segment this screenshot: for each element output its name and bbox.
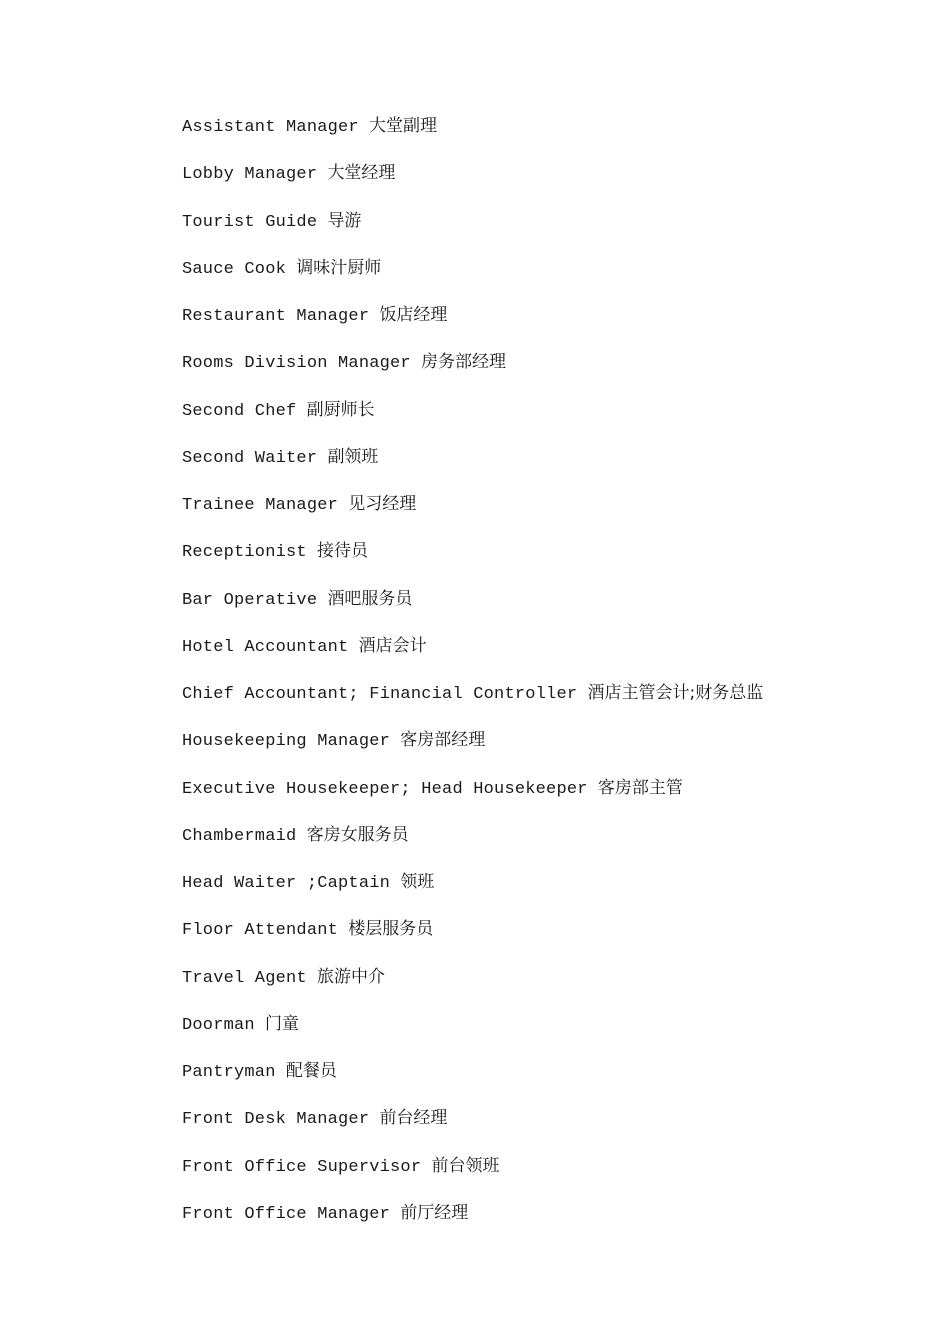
english-term: Bar Operative <box>182 590 318 610</box>
english-term: Chief Accountant; Financial Controller <box>182 685 578 704</box>
list-item <box>182 1152 922 1199</box>
english-term: Sauce Cook <box>182 259 287 279</box>
chinese-term: 房务部经理 <box>421 352 507 373</box>
chinese-term: 门童 <box>265 1013 300 1034</box>
english-term: Second Chef <box>182 401 297 421</box>
list-item <box>182 537 922 584</box>
english-term: Floor Attendant <box>182 921 339 941</box>
list-item <box>182 112 922 159</box>
chinese-term: 酒吧服务员 <box>327 588 413 609</box>
english-term: Front Office Supervisor <box>182 1157 422 1177</box>
english-term: Lobby Manager <box>182 165 318 185</box>
list-item <box>182 868 922 915</box>
english-term: Assistant Manager <box>182 118 359 137</box>
chinese-term: 客房部主管 <box>597 777 683 798</box>
english-term: Hotel Accountant <box>182 637 349 657</box>
chinese-term: 酒店会计 <box>358 635 427 656</box>
chinese-term: 饭店经理 <box>379 305 448 325</box>
list-item <box>182 679 922 726</box>
job-title-list <box>182 112 922 1246</box>
chinese-term: 大堂经理 <box>327 163 396 184</box>
list-item <box>182 726 922 773</box>
english-term: Executive Housekeeper; Head Housekeeper <box>182 779 588 799</box>
english-term: Rooms Division Manager <box>182 354 411 374</box>
list-item <box>182 159 922 206</box>
list-item <box>182 963 922 1010</box>
list-item <box>182 348 922 395</box>
chinese-term: 大堂副理 <box>369 116 438 136</box>
english-term: Doorman <box>182 1015 255 1035</box>
list-item <box>182 1057 922 1104</box>
chinese-term: 前厅经理 <box>400 1202 469 1223</box>
list-item <box>182 207 922 254</box>
chinese-term: 酒店主管会计;财务总监 <box>587 683 764 703</box>
chinese-term: 导游 <box>327 210 362 231</box>
chinese-term: 调味汁厨师 <box>296 257 382 278</box>
english-term: Receptionist <box>182 543 307 563</box>
chinese-term: 旅游中介 <box>317 966 386 987</box>
list-item <box>182 301 922 348</box>
english-term: Travel Agent <box>182 968 307 988</box>
english-term: Head Waiter ;Captain <box>182 874 391 893</box>
chinese-term: 前台领班 <box>431 1155 500 1176</box>
chinese-term: 客房部经理 <box>400 730 486 751</box>
chinese-term: 副领班 <box>327 446 379 467</box>
chinese-term: 接待员 <box>317 541 369 562</box>
list-item <box>182 774 922 821</box>
chinese-term: 楼层服务员 <box>348 919 434 940</box>
chinese-term: 领班 <box>400 872 435 892</box>
english-term: Housekeeping Manager <box>182 732 391 752</box>
chinese-term: 副厨师长 <box>306 399 375 420</box>
list-item <box>182 396 922 443</box>
english-term: Second Waiter <box>182 448 318 468</box>
list-item <box>182 821 922 868</box>
english-term: Front Office Manager <box>182 1204 391 1224</box>
english-term: Pantryman <box>182 1063 276 1082</box>
list-item <box>182 915 922 962</box>
list-item <box>182 632 922 679</box>
english-term: Chambermaid <box>182 826 297 846</box>
list-item <box>182 1010 922 1057</box>
english-term: Front Desk Manager <box>182 1110 370 1130</box>
english-term: Restaurant Manager <box>182 307 370 326</box>
english-term: Trainee Manager <box>182 496 339 515</box>
list-item <box>182 585 922 632</box>
list-item <box>182 1104 922 1151</box>
chinese-term: 前台经理 <box>379 1108 448 1129</box>
list-item <box>182 443 922 490</box>
list-item <box>182 254 922 301</box>
list-item <box>182 1199 922 1246</box>
chinese-term: 客房女服务员 <box>306 824 409 845</box>
chinese-term: 配餐员 <box>285 1061 337 1081</box>
list-item <box>182 490 922 537</box>
english-term: Tourist Guide <box>182 212 318 232</box>
chinese-term: 见习经理 <box>348 494 417 514</box>
